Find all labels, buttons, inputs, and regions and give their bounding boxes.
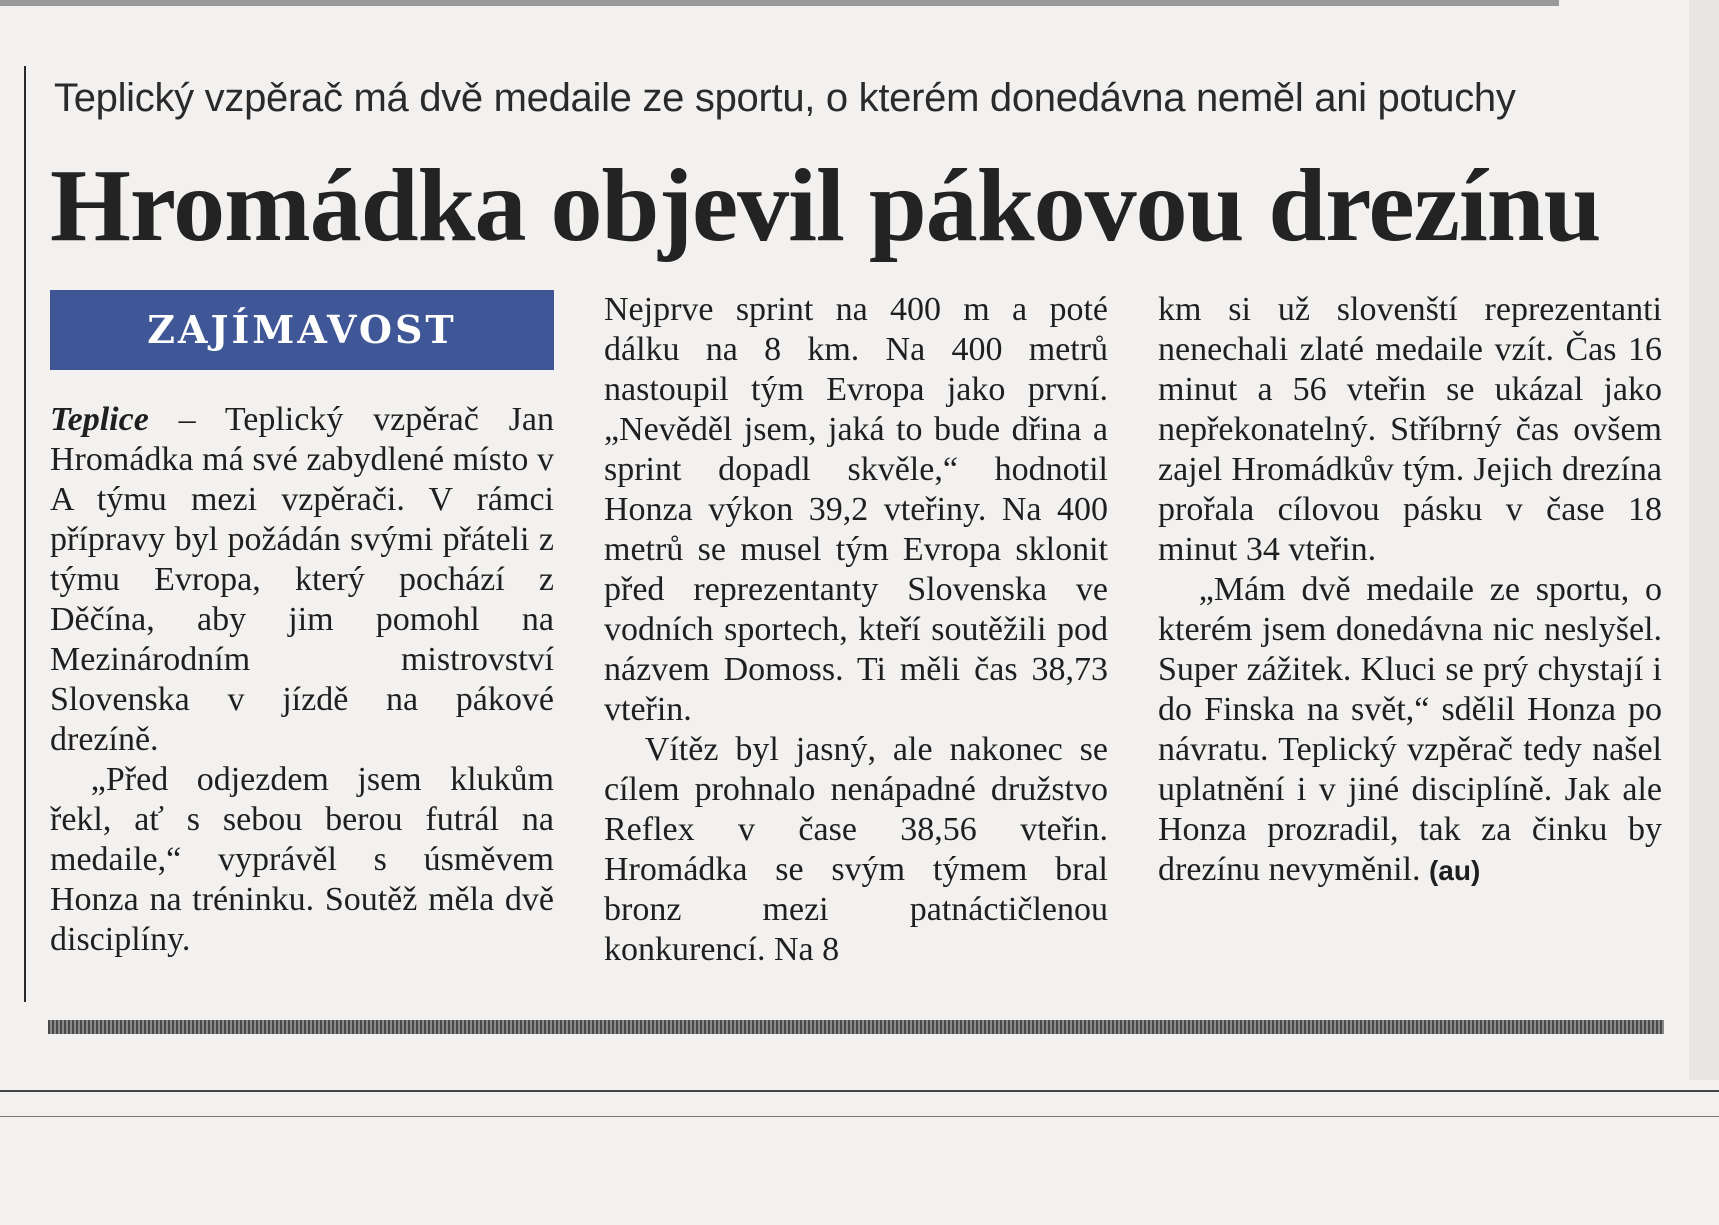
article-bottom-rule [48,1020,1664,1034]
paragraph [1158,570,1662,891]
section-divider-thin [0,1116,1719,1117]
paragraph-text: – Teplický vzpěrač Jan Hromádka má své zabydlené místo v A týmu mezi vzpěrači. V rámci přípravy byl požádán svými přáteli z týmu Evropa, který pochází z Děčína, aby jim pomohl na Mezinárodním mistrovství Slovenska v jízdě na pákové drezíně. [50,401,554,758]
adjacent-page-edge [1689,0,1719,1080]
category-label: ZAJÍMAVOST [147,307,457,352]
left-column-rule [24,66,26,1002]
article-column-3 [1158,290,1662,891]
article-subheadline: Teplický vzpěrač má dvě medaile ze sportu, o kterém donedávna neměl ani potuchy [54,76,1516,120]
author-signature: (au) [1428,855,1481,886]
paragraph [50,400,554,760]
paragraph: km si už slovenští reprezentanti nenechali zlaté medaile vzít. Čas 16 minut a 56 vteřin se ukázal jako nepřekonatelný. Stříbrný čas ovšem zajel Hromádkův tým. Jejich drezína prořala cílovou pásku v čase 18 minut 34 vteřin. [1158,291,1662,568]
paragraph-text: „Mám dvě medaile ze sportu, o kterém jsem donedávna nic neslyšel. Super zážitek. Kluci se prý chystají i do Finska na svět,“ sdělil Honza po návratu. Teplický vzpěrač tedy našel uplatnění i v jiné disciplíně. Jak ale Honza prozradil, tak za činku by drezínu nevyměnil. [1158,571,1662,888]
dateline: Teplice [50,401,149,438]
article-headline: Hromádka objevil pákovou drezínu [50,148,1601,263]
paragraph: Vítěz byl jasný, ale nakonec se cílem prohnalo nenápadné družstvo Reflex v čase 38,56 vteřin. Hromádka se svým týmem bral bronz mezi patnáctičlenou konkurencí. Na 8 [604,731,1108,968]
paragraph: Nejprve sprint na 400 m a poté dálku na 8 km. Na 400 metrů nastoupil tým Evropa jako první. „Nevěděl jsem, jaká to bude dřina a sprint dopadl skvěle,“ hodnotil Honza výkon 39,2 vteřiny. Na 400 metrů se musel tým Evropa sklonit před reprezentanty Slovenska ve vodních sportech, kteří soutěžili pod názvem Domoss. Ti měli čas 38,73 vteřin. [604,291,1108,728]
paragraph: „Před odjezdem jsem klukům řekl, ať s sebou berou futrál na medaile,“ vyprávěl s úsměvem Honza na tréninku. Soutěž měla dvě disciplíny. [50,761,554,958]
category-label-box [50,290,554,370]
article-column-1 [50,290,554,960]
article-column-2 [604,290,1108,970]
section-divider [0,1090,1719,1092]
top-border-rule [0,0,1559,6]
